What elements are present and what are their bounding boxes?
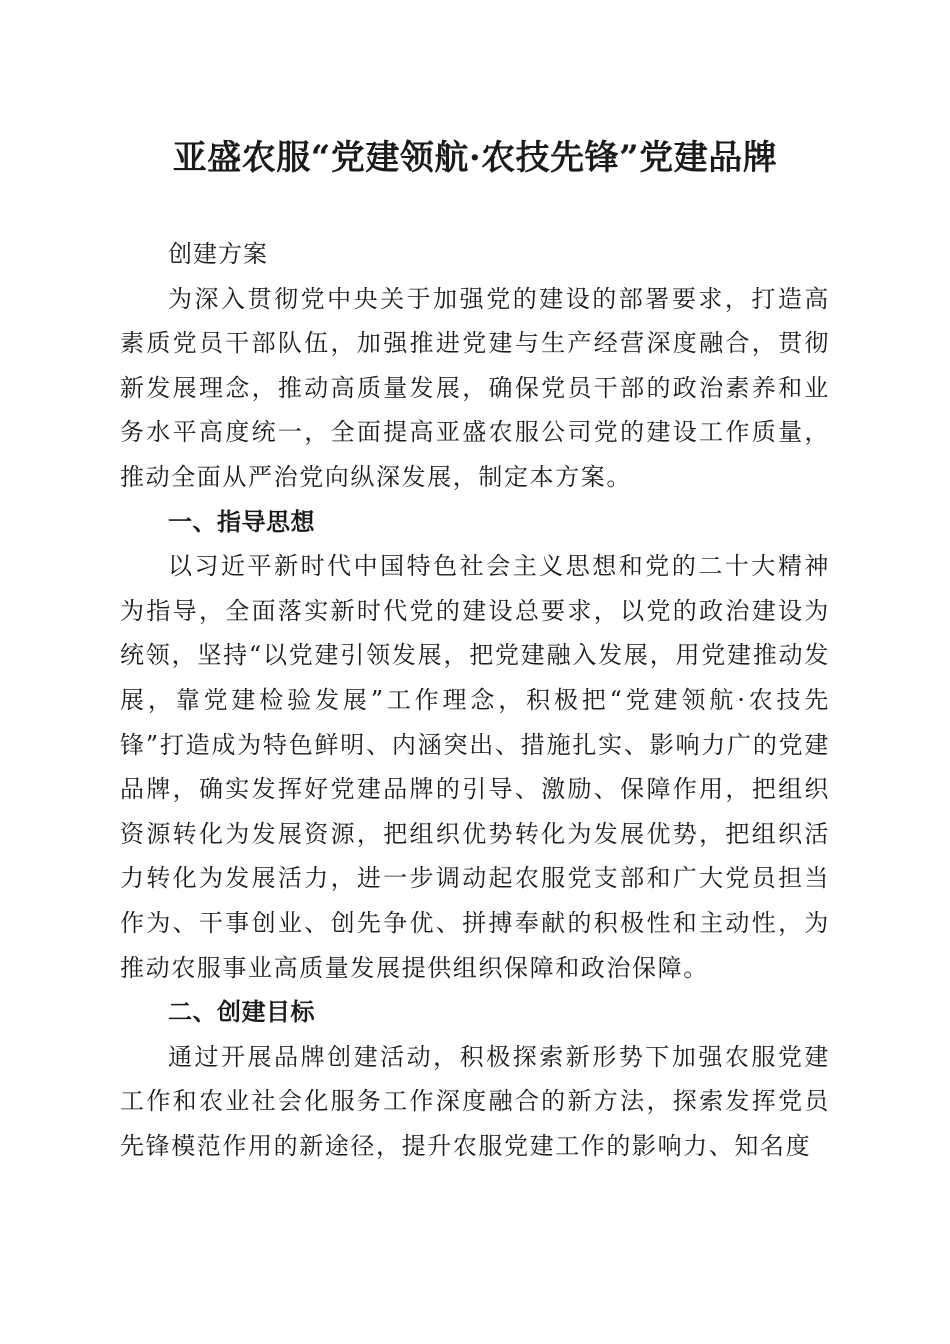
intro-paragraph: 为深入贯彻党中央关于加强党的建设的部署要求，打造高素质党员干部队伍，加强推进党建与生产经营深度融合，贯彻新发展理念，推动高质量发展，确保党员干部的政治素养和业务水平高度统一，全面提高亚盛农服公司党的建设工作质量，推动全面从严治党向纵深发展，制定本方案。 xyxy=(120,284,830,491)
section-heading-guiding-ideology: 一、指导思想 xyxy=(168,507,315,536)
section-paragraph-creation-goals: 通过开展品牌创建活动，积极探索新形势下加强农服党建工作和农业社会化服务工作深度融合的新方法，探索发挥党员先锋模范作用的新途径，提升农服党建工作的影响力、知名度 xyxy=(120,1042,830,1160)
section-paragraph-guiding-ideology: 以习近平新时代中国特色社会主义思想和党的二十大精神为指导，全面落实新时代党的建设总要求，以党的政治建设为统领，坚持“以党建引领发展，把党建融入发展，用党建推动发展，靠党建检验发展”工作理念，积极把“党建领航·农技先锋”打造成为特色鲜明、内涵突出、措施扎实、影响力广的党建品牌，确实发挥好党建品牌的引导、激励、保障作用，把组织资源转化为发展资源，把组织优势转化为发展优势，把组织活力转化为发展活力，进一步调动起农服党支部和广大党员担当作为、干事创业、创先争优、拼搏奉献的积极性和主动性，为推动农服事业高质量发展提供组织保障和政治保障。 xyxy=(120,552,830,982)
document-title: 亚盛农服“党建领航·农技先锋”党建品牌 xyxy=(172,138,778,178)
document-body xyxy=(120,232,830,1168)
document-subtitle: 创建方案 xyxy=(168,240,268,268)
section-heading-creation-goals: 二、创建目标 xyxy=(168,998,315,1027)
